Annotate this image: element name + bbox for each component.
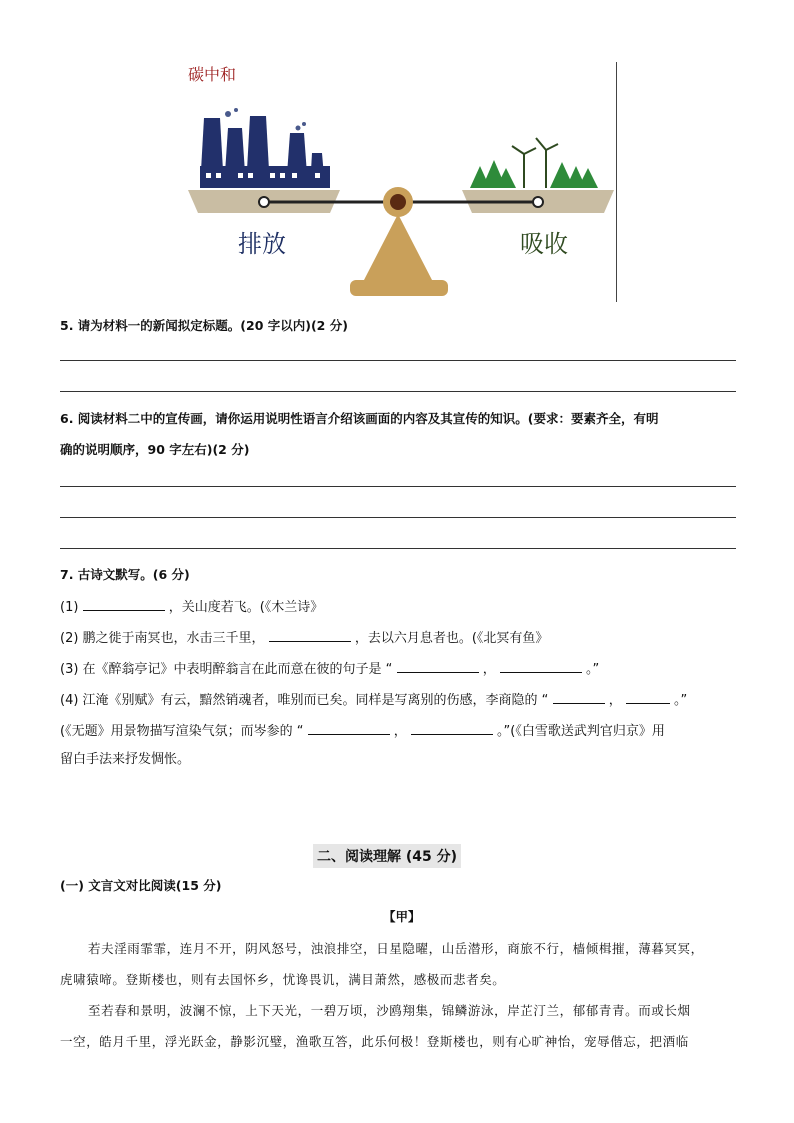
section-2-heading: 二、阅读理解 (45 分) <box>313 844 461 868</box>
question-5: 5. 请为材料一的新闻拟定标题。(20 字以内)(2 分) <box>60 318 348 333</box>
passage-line: 至若春和景明，波澜不惊，上下天光，一碧万顷，沙鸥翔集，锦鳞游泳，岸芷汀兰，郁郁青青。而或长烟 <box>88 1003 691 1018</box>
item-text: (《无题》用景物描写渲染气氛；而岑参的 “ <box>60 724 304 739</box>
item-text: (4) 江淹《别赋》有云，黯然销魂者，唯别而已矣。同样是写离别的伤感，李商隐的 “ <box>60 693 549 708</box>
factory-icon <box>200 108 330 188</box>
figure-title: 碳中和 <box>188 65 237 84</box>
item-text: ，关山度若飞。(《木兰诗》 <box>168 600 324 615</box>
fill-blank[interactable] <box>500 659 582 673</box>
item-separator: ， <box>482 662 496 677</box>
answer-line[interactable] <box>60 391 736 392</box>
question-7-item-4 <box>60 690 687 709</box>
question-6-line1: 6. 阅读材料二中的宣传画，请你运用说明性语言介绍该画面的内容及其宣传的知识。(要求：要素齐全，有明 <box>60 411 659 426</box>
fill-blank[interactable] <box>553 690 605 704</box>
question-7-title: 7. 古诗文默写。(6 分) <box>60 567 190 582</box>
passage-line: 一空，皓月千里，浮光跃金，静影沉璧，渔歌互答，此乐何极！登斯楼也，则有心旷神怡，宠辱偕忘，把酒临 <box>60 1034 689 1049</box>
passage-line: 若夫淫雨霏霏，连月不开，阴风怒号，浊浪排空，日星隐曜，山岳潜形，商旅不行，樯倾楫摧，薄暮冥冥， <box>88 941 704 956</box>
carbon-neutral-figure <box>180 58 620 303</box>
item-text: ，去以六月息者也。(《北冥有鱼》 <box>354 631 549 646</box>
question-7-item-3 <box>60 659 599 678</box>
item-number: (1) <box>60 600 79 615</box>
item-text: (2) 鹏之徙于南冥也，水击三千里， <box>60 631 265 646</box>
fill-blank[interactable] <box>83 597 165 611</box>
question-7-item-4-end: 留白手法来抒发惆怅。 <box>60 752 191 767</box>
figure-divider <box>616 62 617 302</box>
question-7-item-2 <box>60 628 548 647</box>
absorption-label: 吸收 <box>520 230 568 258</box>
item-separator: ， <box>608 693 622 708</box>
fill-blank[interactable] <box>411 721 493 735</box>
fill-blank[interactable] <box>308 721 390 735</box>
wind-turbine-icon <box>512 138 558 188</box>
balance-illustration <box>180 58 620 303</box>
question-7-item-1 <box>60 597 323 616</box>
item-end: 。” <box>674 693 688 708</box>
fill-blank[interactable] <box>397 659 479 673</box>
answer-line[interactable] <box>60 360 736 361</box>
fulcrum <box>364 214 432 280</box>
tree-icon <box>470 160 598 188</box>
passage-line: 虎啸猿啼。登斯楼也，则有去国怀乡，忧谗畏讥，满目萧然，感极而悲者矣。 <box>60 972 506 987</box>
item-text: 。”(《白雪歌送武判官归京》用 <box>497 724 665 739</box>
answer-line[interactable] <box>60 486 736 487</box>
fill-blank[interactable] <box>269 628 351 642</box>
answer-line[interactable] <box>60 517 736 518</box>
item-text: (3) 在《醉翁亭记》中表明醉翁言在此而意在彼的句子是 “ <box>60 662 393 677</box>
question-7-item-4-cont <box>60 721 665 740</box>
subsection-heading: (一) 文言文对比阅读(15 分) <box>60 878 222 893</box>
item-end: 。” <box>586 662 600 677</box>
emission-label: 排放 <box>238 230 286 258</box>
fill-blank[interactable] <box>626 690 670 704</box>
question-6-line2: 确的说明顺序，90 字左右)(2 分) <box>60 442 250 457</box>
answer-line[interactable] <box>60 548 736 549</box>
item-separator: ， <box>393 724 407 739</box>
passage-label-jia: 【甲】 <box>383 909 421 924</box>
